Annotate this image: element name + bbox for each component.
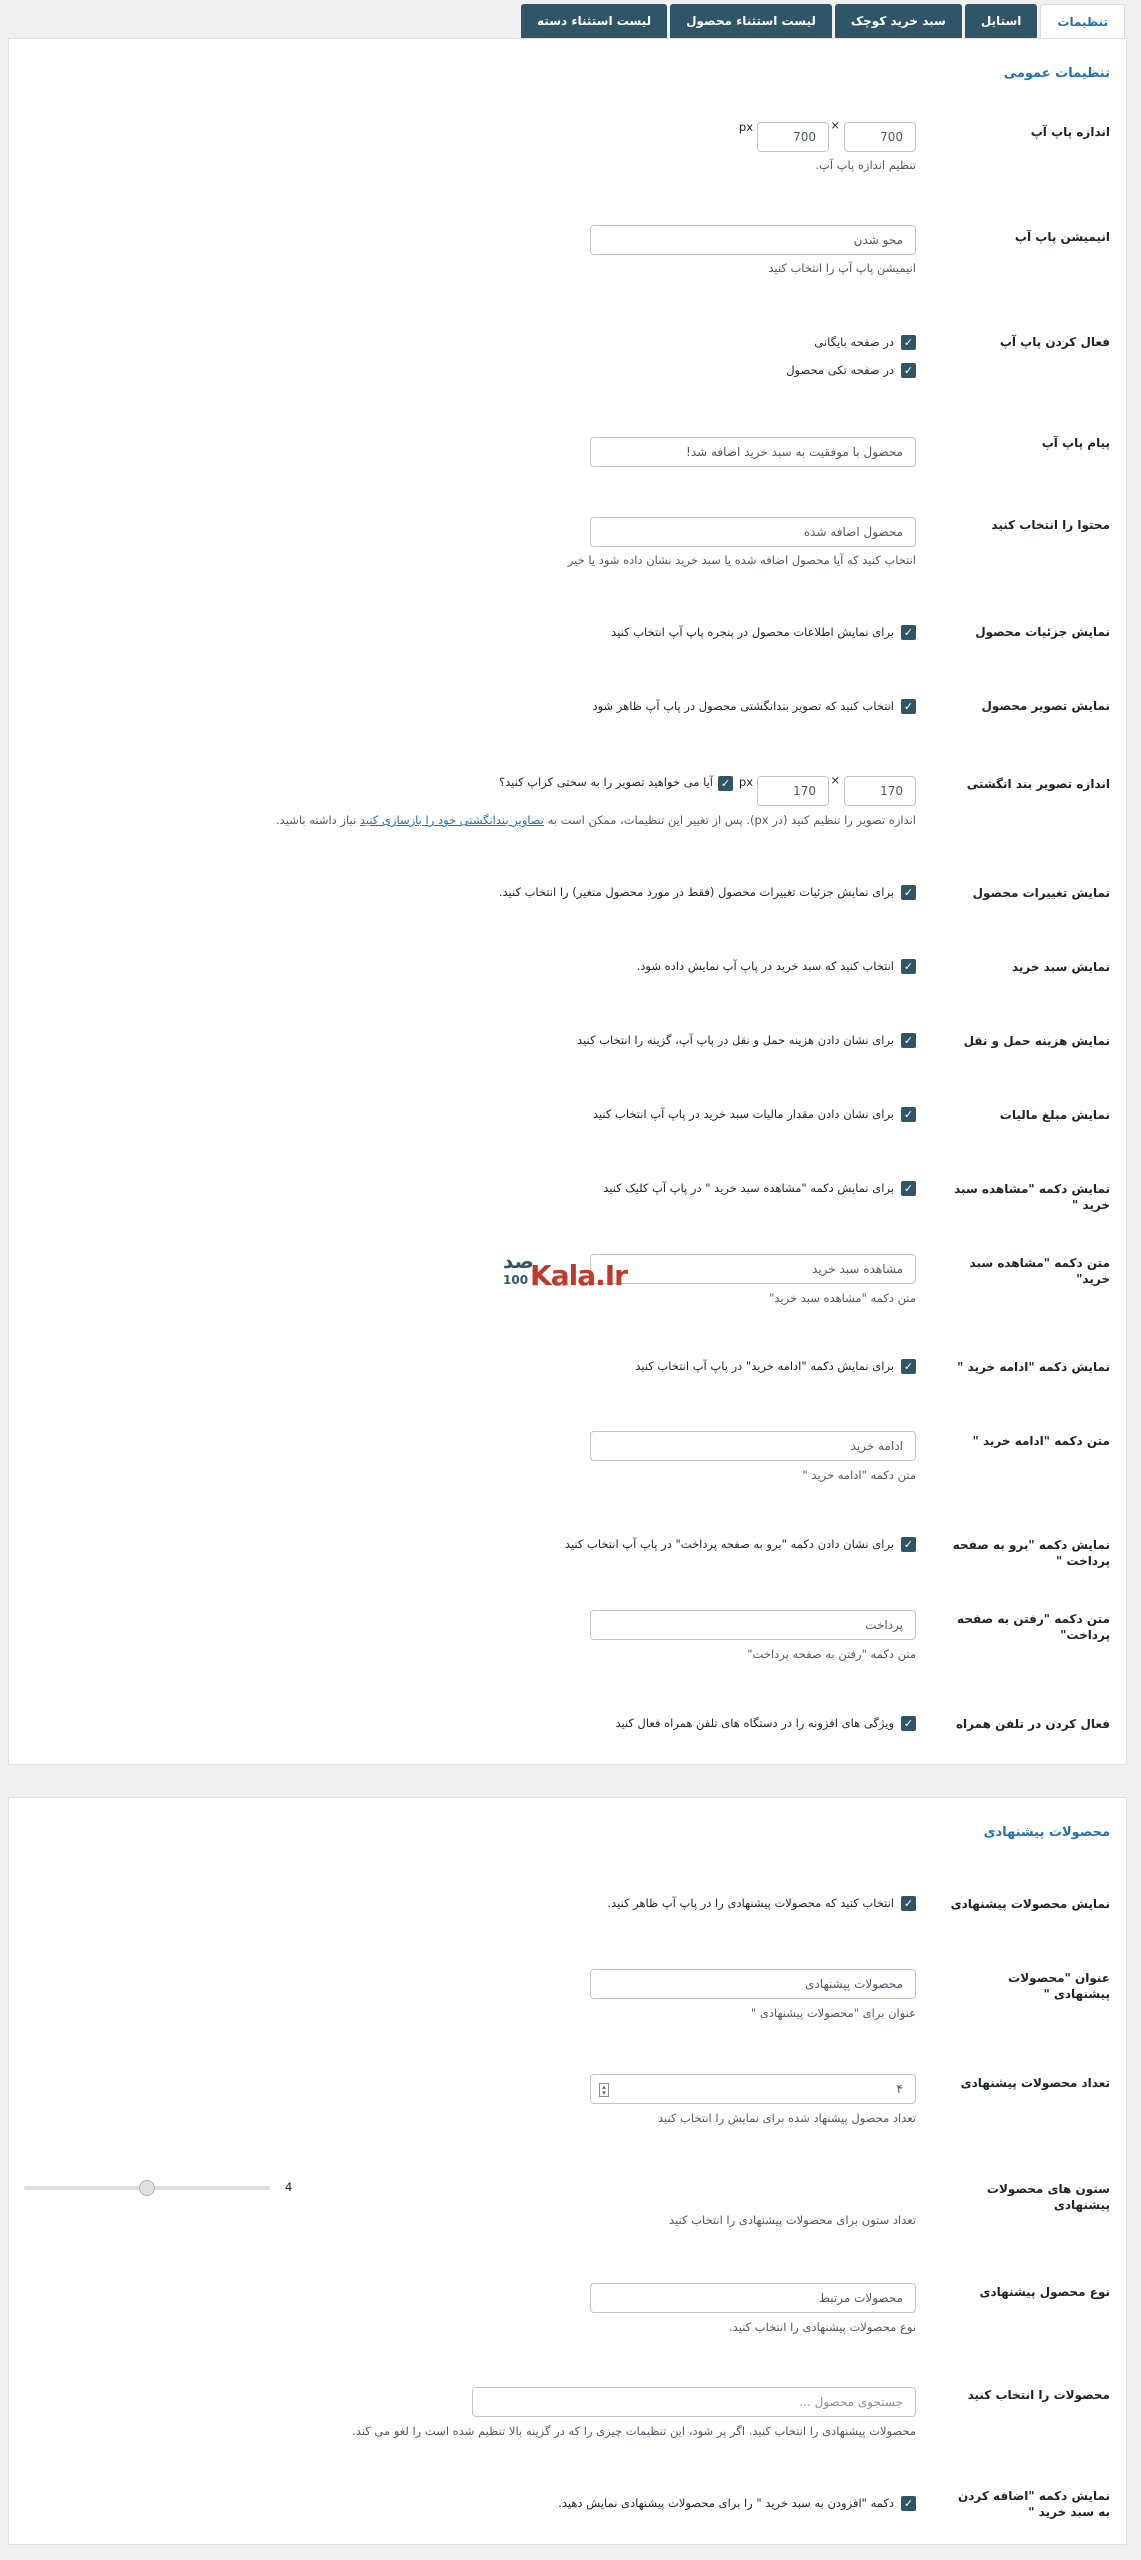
- variations-label: نمایش تغییرات محصول: [972, 886, 1110, 900]
- suggested-type-label: نوع محصول پیشنهادی: [979, 2285, 1110, 2299]
- shipping-label: نمایش هزینه حمل و نقل: [963, 1034, 1110, 1048]
- checkout-text-label: متن دکمه "رفتن به صفحه پرداخت": [957, 1612, 1110, 1642]
- view-cart-button-text: برای نمایش دکمه "مشاهده سبد خرید " در پاپ آپ کلیک کنید: [603, 1181, 894, 1195]
- product-image-label: نمایش تصویر محصول: [981, 699, 1110, 713]
- popup-animation-desc: انیمیشن پاپ آپ را انتخاب کنید: [768, 261, 916, 275]
- hard-crop-text: آیا می خواهید تصویر را به سختی کراپ کنید؟: [499, 775, 713, 789]
- tab-product-exclusion[interactable]: لیست استثناء محصول: [670, 4, 832, 38]
- popup-message-label: پیام پاپ آپ: [1041, 436, 1110, 450]
- general-settings-panel: [8, 38, 1127, 1765]
- single-product-checkbox[interactable]: ✓: [901, 363, 916, 378]
- tab-category-exclusion[interactable]: لیست استثناء دسته: [521, 4, 667, 38]
- continue-button-checkbox[interactable]: ✓: [901, 1359, 916, 1374]
- columns-slider[interactable]: [24, 2186, 270, 2190]
- suggested-heading-label: عنوان "محصولات پیشنهادی ": [1008, 1971, 1110, 2001]
- product-details-checkbox[interactable]: ✓: [901, 625, 916, 640]
- product-details-text: برای نمایش اطلاعات محصول در پنجره پاپ آپ انتخاب کنید: [611, 625, 894, 639]
- checkout-button-text: برای نشان دادن دکمه "برو به صفحه پرداخت" در پاپ آپ انتخاب کنید: [564, 1537, 894, 1551]
- continue-text-input[interactable]: ادامه خرید: [590, 1431, 916, 1461]
- continue-text-label: متن دکمه "ادامه خرید ": [972, 1434, 1110, 1448]
- suggested-type-desc: نوع محصولات پیشنهادی را انتخاب کنید.: [729, 2320, 916, 2334]
- suggested-count-label: تعداد محصولات پیشنهادی: [960, 2076, 1110, 2090]
- continue-button-label: نمایش دکمه "ادامه خرید ": [957, 1360, 1110, 1374]
- suggested-columns-label: ستون های محصولات پیشنهادی: [986, 2182, 1110, 2212]
- thumb-width-input[interactable]: 170: [844, 776, 916, 806]
- product-image-checkbox[interactable]: ✓: [901, 699, 916, 714]
- watermark-brand: Kala.Ir: [530, 1259, 627, 1292]
- archive-page-text: در صفحه بایگانی: [814, 335, 894, 349]
- suggested-products-panel: [8, 1797, 1127, 2545]
- columns-value: 4: [285, 2180, 293, 2194]
- mobile-text: ویژگی های افزونه را در دستگاه های تلفن همراه فعال کنید: [615, 1716, 894, 1730]
- popup-height-input[interactable]: 700: [757, 122, 829, 152]
- suggested-add-to-cart-checkbox[interactable]: ✓: [901, 2496, 916, 2511]
- suggested-add-to-cart-label: نمایش دکمه "اضافه کردن به سبد خرید ": [958, 2489, 1110, 2519]
- popup-size-desc: تنظیم اندازه پاپ آپ.: [815, 158, 916, 172]
- show-cart-checkbox[interactable]: ✓: [901, 959, 916, 974]
- archive-page-checkbox[interactable]: ✓: [901, 335, 916, 350]
- tab-settings[interactable]: تنظیمات: [1040, 4, 1125, 41]
- thumb-size-unit: px: [738, 775, 753, 789]
- popup-width-input[interactable]: 700: [844, 122, 916, 152]
- thumb-size-label: اندازه تصویر بند انگشتی: [966, 777, 1110, 791]
- tax-label: نمایش مبلغ مالیات: [999, 1108, 1110, 1122]
- content-select[interactable]: محصول اضافه شده: [590, 517, 916, 547]
- checkout-text-input[interactable]: پرداخت: [590, 1610, 916, 1640]
- product-details-label: نمایش جزئیات محصول: [975, 625, 1110, 639]
- tab-style[interactable]: استایل: [965, 4, 1038, 38]
- variations-checkbox[interactable]: ✓: [901, 885, 916, 900]
- popup-message-input[interactable]: محصول با موفقیت به سبد خرید اضافه شد!: [590, 437, 916, 467]
- general-settings-title: تنظیمات عمومی: [1003, 66, 1110, 81]
- suggested-products-title: محصولات پیشنهادی: [983, 1825, 1110, 1840]
- checkout-button-checkbox[interactable]: ✓: [901, 1537, 916, 1552]
- tab-bar: [521, 4, 1125, 38]
- view-cart-text-desc: متن دکمه "مشاهده سبد خرید": [769, 1291, 916, 1305]
- number-spinner-icon[interactable]: ▴ ▾: [599, 2083, 609, 2097]
- thumb-size-times: ×: [830, 773, 840, 787]
- shipping-text: برای نشان دادن هزینه حمل و نقل در پاپ آپ، گزینه را انتخاب کنید: [577, 1033, 894, 1047]
- view-cart-text-input[interactable]: مشاهده سبد خرید: [590, 1254, 916, 1284]
- thumb-size-desc-b: نیاز داشته باشید.: [276, 813, 357, 827]
- view-cart-button-checkbox[interactable]: ✓: [901, 1181, 916, 1196]
- show-cart-text: انتخاب کنید که سبد خرید در پاپ آپ نمایش داده شود.: [636, 959, 894, 973]
- content-label: محتوا را انتخاب کنید: [991, 518, 1110, 532]
- continue-text-desc: متن دکمه "ادامه خرید ": [802, 1468, 916, 1482]
- suggested-heading-input[interactable]: محصولات پیشنهادی: [590, 1969, 916, 1999]
- mobile-checkbox[interactable]: ✓: [901, 1716, 916, 1731]
- select-products-desc: محصولات پیشنهادی را انتخاب کنید. اگر پر شود، این تنظیمات چیزی را که در گزینه بالا تنظیم شده است را لغو می کند.: [352, 2424, 916, 2438]
- suggested-count-desc: تعداد محصول پیشنهاد شده برای نمایش را انتخاب کنید: [658, 2111, 916, 2125]
- tax-text: برای نشان دادن مقدار مالیات سبد خرید در پاپ آپ انتخاب کنید: [592, 1107, 894, 1121]
- content-desc: انتخاب کنید که آیا محصول اضافه شده یا سبد خرید نشان داده شود یا خیر: [567, 553, 916, 567]
- tab-mini-cart[interactable]: سبد خرید کوچک: [835, 4, 962, 38]
- popup-animation-label: انیمیشن پاپ آپ: [1014, 230, 1110, 244]
- thumb-size-desc-a: اندازه تصویر را تنظیم کنید (در px). پس از تغییر این تنظیمات، ممکن است به: [547, 813, 916, 827]
- suggested-show-text: انتخاب کنید که محصولات پیشنهادی را در پاپ آپ ظاهر کنید.: [607, 1896, 894, 1910]
- hard-crop-checkbox[interactable]: ✓: [718, 776, 733, 791]
- popup-animation-select[interactable]: محو شدن: [590, 225, 916, 255]
- select-products-label: محصولات را انتخاب کنید: [967, 2388, 1110, 2402]
- suggested-show-label: نمایش محصولات پیشنهادی: [950, 1897, 1110, 1911]
- product-image-text: انتخاب کنید که تصویر بندانگشتی محصول در پاپ آپ ظاهر شود: [592, 699, 894, 713]
- watermark-fa: صد: [503, 1249, 534, 1273]
- enable-popup-label: فعال کردن پاپ آپ: [999, 335, 1110, 349]
- suggested-show-checkbox[interactable]: ✓: [901, 1896, 916, 1911]
- variations-text: برای نمایش جزئیات تغییرات محصول (فقط در مورد محصول متغیر) را انتخاب کنید.: [498, 885, 894, 899]
- show-cart-label: نمایش سبد خرید: [1011, 960, 1110, 974]
- checkout-button-label: نمایش دکمه "برو به صفحه پرداخت ": [952, 1538, 1110, 1568]
- thumb-size-desc: [276, 813, 916, 827]
- single-product-text: در صفحه تکی محصول: [786, 363, 894, 377]
- product-search-input[interactable]: جستجوی محصول ...: [472, 2387, 916, 2417]
- regenerate-thumbnails-link[interactable]: تصاویر بندانگشتی خود را بازسازی کنید: [359, 813, 544, 827]
- popup-size-unit: px: [738, 120, 753, 134]
- popup-size-times: ×: [830, 118, 840, 132]
- checkout-text-desc: متن دکمه "رفتن به صفحه پرداخت": [747, 1647, 916, 1661]
- suggested-columns-desc: تعداد ستون برای محصولات پیشنهادی را انتخاب کنید: [669, 2213, 916, 2227]
- slider-handle[interactable]: [139, 2180, 155, 2196]
- watermark-num: 100: [503, 1273, 529, 1287]
- popup-size-label: اندازه پاپ آپ: [1030, 125, 1110, 139]
- suggested-heading-desc: عنوان برای "محصولات پیشنهادی ": [750, 2006, 916, 2020]
- view-cart-button-label: نمایش دکمه "مشاهده سبد خرید ": [954, 1182, 1110, 1212]
- suggested-count-value: ۴: [896, 2082, 903, 2096]
- shipping-checkbox[interactable]: ✓: [901, 1033, 916, 1048]
- mobile-label: فعال کردن در تلفن همراه: [955, 1717, 1110, 1731]
- continue-button-text: برای نمایش دکمه "ادامه خرید" در پاپ آپ انتخاب کنید: [635, 1359, 894, 1373]
- view-cart-text-label: متن دکمه "مشاهده سبد خرید": [969, 1256, 1110, 1286]
- suggested-count-input[interactable]: [590, 2074, 916, 2104]
- tax-checkbox[interactable]: ✓: [901, 1107, 916, 1122]
- suggested-add-to-cart-text: دکمه "افزودن به سبد خرید " را برای محصولات پیشنهادی نمایش دهید.: [558, 2496, 894, 2510]
- suggested-type-select[interactable]: محصولات مرتبط: [590, 2283, 916, 2313]
- thumb-height-input[interactable]: 170: [757, 776, 829, 806]
